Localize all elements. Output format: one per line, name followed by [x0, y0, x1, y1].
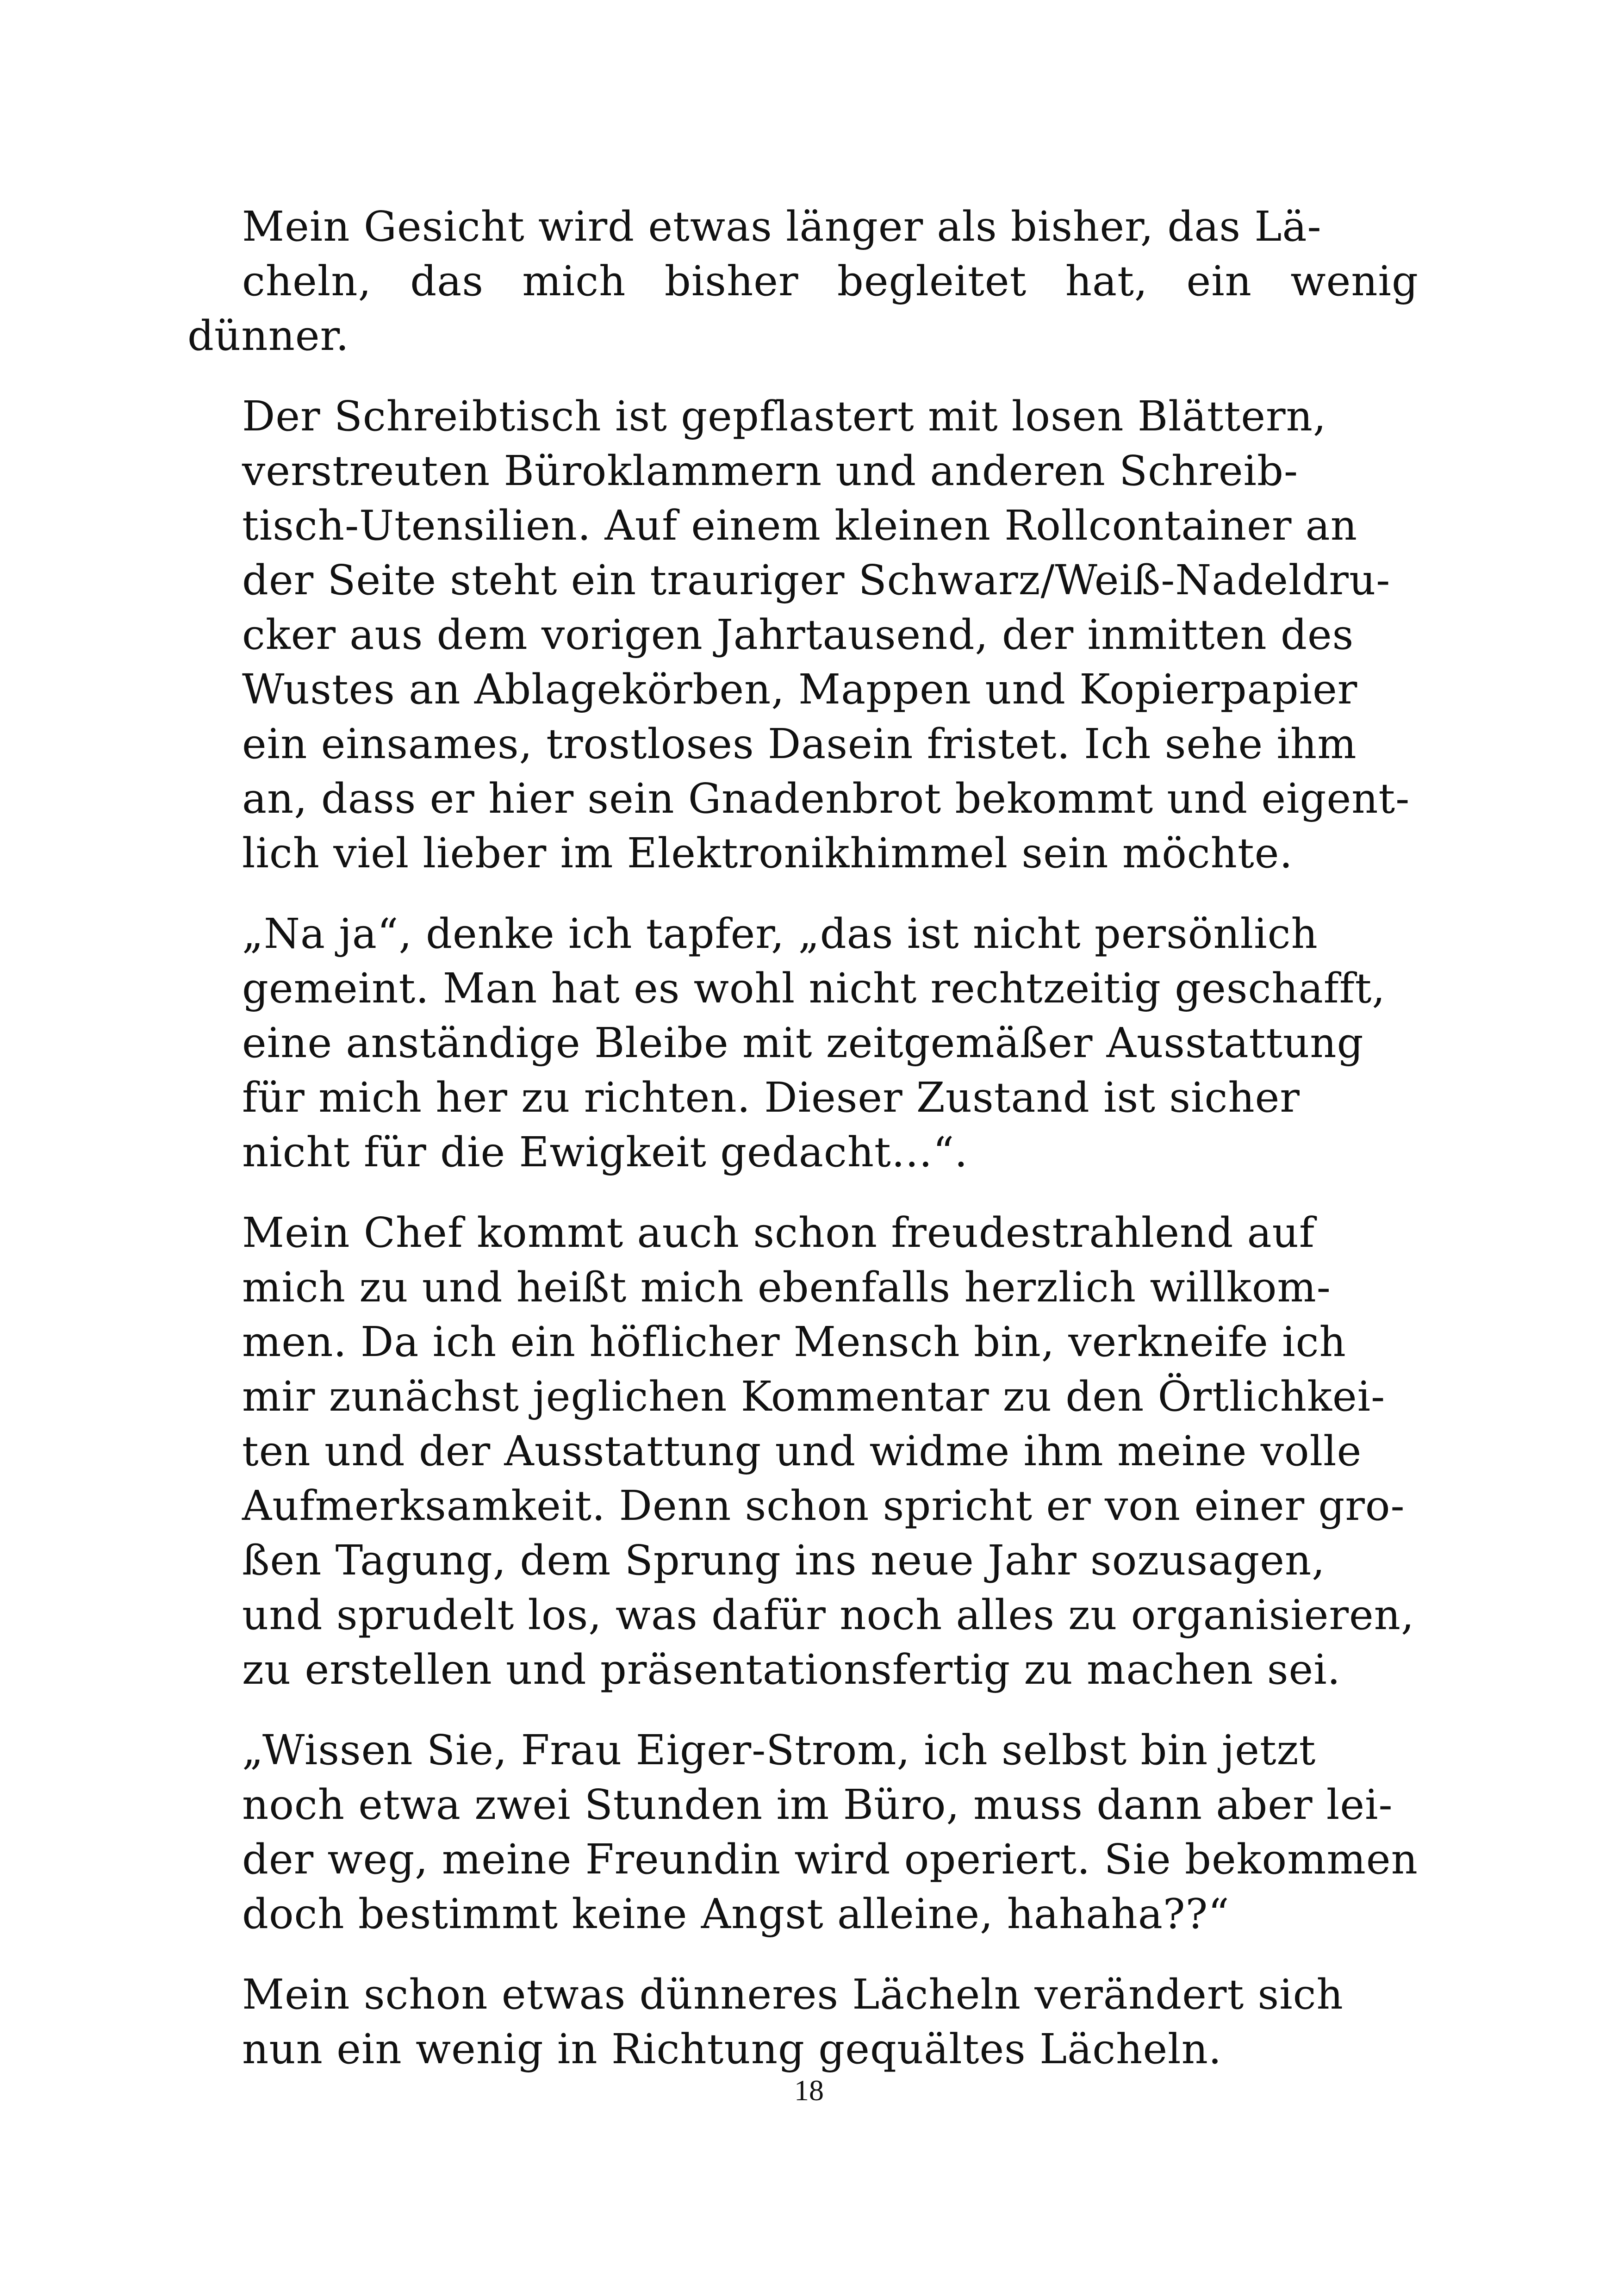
paragraph-4	[187, 1205, 1419, 1697]
text-line: cheln, das mich bisher begleitet hat, ein wenig dünner.	[187, 257, 1419, 360]
text-line: verstreuten Büroklammern und anderen Schreib-	[242, 447, 1299, 495]
text-line: Wustes an Ablagekörben, Mappen und Kopierpapier	[242, 665, 1358, 713]
body-text	[187, 199, 1419, 2102]
text-line: nicht für die Ewigkeit gedacht…“.	[242, 1128, 968, 1176]
paragraph-6	[187, 1967, 1419, 2076]
text-line: lich viel lieber im Elektronikhimmel sein möchte.	[242, 829, 1293, 877]
text-line: tisch-Utensilien. Auf einem kleinen Rollcontainer an	[242, 501, 1358, 549]
text-line: an, dass er hier sein Gnadenbrot bekommt und eigent-	[242, 774, 1410, 822]
text-line: nun ein wenig in Richtung gequältes Lächeln.	[242, 2025, 1222, 2073]
text-line: Der Schreibtisch ist gepflastert mit losen Blättern,	[242, 392, 1327, 440]
text-line: men. Da ich ein höflicher Mensch bin, verkneife ich	[242, 1318, 1346, 1366]
text-line: Mein Gesicht wird etwas länger als bisher, das Lä-	[242, 202, 1322, 250]
paragraph-3	[187, 906, 1419, 1179]
text-line: ein einsames, trostloses Dasein fristet. Ich sehe ihm	[242, 720, 1357, 768]
text-line: Aufmerksamkeit. Denn schon spricht er von einer gro-	[242, 1481, 1405, 1530]
text-line: mir zunächst jeglichen Kommentar zu den Örtlichkei-	[242, 1372, 1386, 1420]
text-line: doch bestimmt keine Angst alleine, hahaha??“	[242, 1890, 1230, 1938]
paragraph-1	[187, 199, 1419, 363]
text-line: „Wissen Sie, Frau Eiger-Strom, ich selbst bin jetzt	[242, 1726, 1316, 1774]
text-line: ßen Tagung, dem Sprung ins neue Jahr sozusagen,	[242, 1536, 1326, 1584]
text-line: cker aus dem vorigen Jahrtausend, der inmitten des	[242, 610, 1354, 659]
text-line: Mein schon etwas dünneres Lächeln verändert sich	[242, 1970, 1344, 2018]
page-number: 18	[794, 2074, 824, 2107]
text-line: mich zu und heißt mich ebenfalls herzlich willkom-	[242, 1263, 1331, 1311]
text-line: gemeint. Man hat es wohl nicht rechtzeitig geschafft,	[242, 964, 1386, 1012]
text-line: der weg, meine Freundin wird operiert. Sie bekommen	[242, 1835, 1418, 1883]
text-line: Mein Chef kommt auch schon freudestrahlend auf	[242, 1208, 1315, 1257]
text-line: und sprudelt los, was dafür noch alles zu organisieren,	[242, 1591, 1415, 1639]
text-line: für mich her zu richten. Dieser Zustand ist sicher	[242, 1073, 1300, 1121]
text-line: der Seite steht ein trauriger Schwarz/Weiß-Nadeldru-	[242, 556, 1391, 604]
paragraph-2	[187, 389, 1419, 880]
paragraph-5	[187, 1723, 1419, 1941]
text-line: zu erstellen und präsentationsfertig zu machen sei.	[242, 1645, 1341, 1693]
text-line: „Na ja“, denke ich tapfer, „das ist nicht persönlich	[242, 909, 1318, 958]
text-line: ten und der Ausstattung und widme ihm meine volle	[242, 1427, 1362, 1475]
text-line: eine anständige Bleibe mit zeitgemäßer Ausstattung	[242, 1019, 1364, 1067]
text-line: noch etwa zwei Stunden im Büro, muss dann aber lei-	[242, 1780, 1393, 1829]
